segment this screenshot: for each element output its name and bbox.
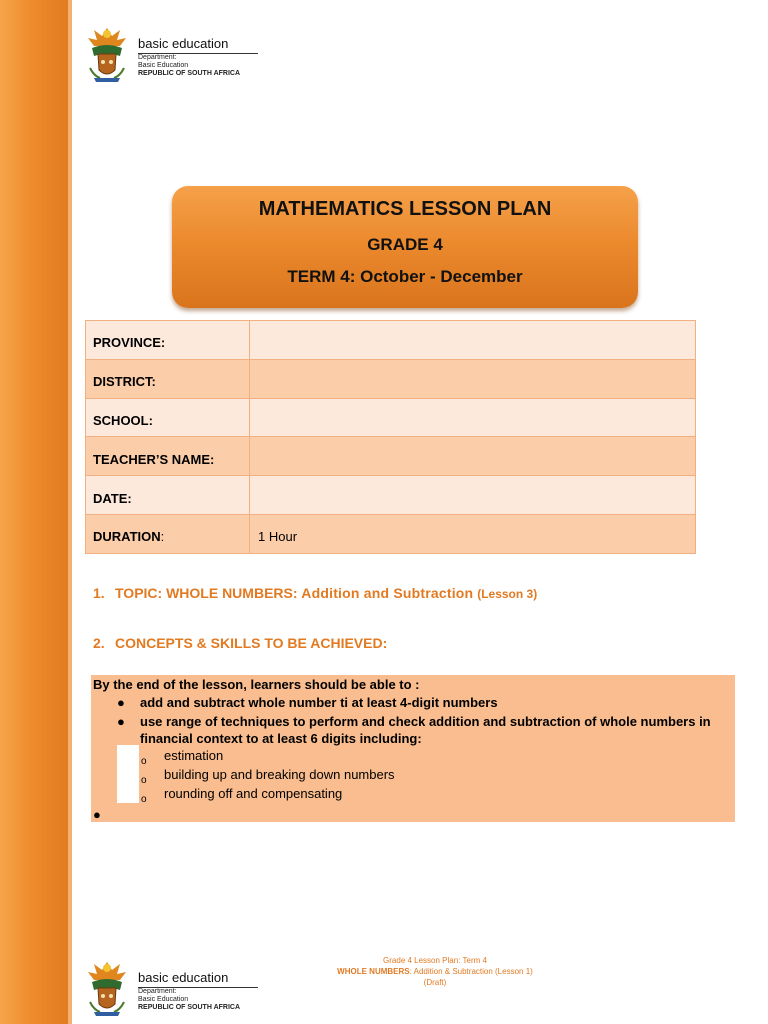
list-item: building up and breaking down numbers (164, 767, 395, 782)
sub-bullet-icon: o (141, 794, 147, 805)
duration-value: 1 Hour (250, 514, 696, 553)
footer-logo (84, 958, 258, 1018)
title-banner (172, 186, 638, 308)
district-value (250, 359, 696, 398)
table-row (86, 437, 696, 476)
logo-line-2: Basic Education (138, 62, 189, 69)
teacher-name-label: TEACHER’S NAME: (86, 437, 250, 476)
footer-line-3: (Draft) (423, 978, 447, 987)
footer-text (300, 955, 570, 988)
date-value (250, 476, 696, 515)
indent-gap (117, 745, 139, 803)
page-title: MATHEMATICS LESSON PLAN (258, 198, 552, 220)
logo-name: basic education (138, 970, 258, 988)
header-logo (84, 24, 258, 84)
side-decoration-bar (0, 0, 72, 1024)
coat-of-arms-icon (84, 24, 130, 84)
logo-line-1: Department: (138, 54, 177, 61)
concepts-block (91, 675, 735, 822)
concepts-heading: 2. CONCEPTS & SKILLS TO BE ACHIEVED: (93, 635, 388, 651)
province-value (250, 321, 696, 360)
logo-line-3: REPUBLIC OF SOUTH AFRICA (138, 70, 241, 77)
bullet-icon: ● (117, 714, 125, 729)
province-label: PROVINCE: (86, 321, 250, 360)
table-row (86, 321, 696, 360)
sub-bullet-icon: o (141, 775, 147, 786)
school-value (250, 398, 696, 437)
lesson-info-table (85, 320, 696, 554)
date-label: DATE: (86, 476, 250, 515)
logo-line-2: Basic Education (138, 996, 189, 1003)
table-row (86, 514, 696, 553)
topic-heading: 1. TOPIC: WHOLE NUMBERS: Addition and Subtraction (Lesson 3) (93, 585, 538, 601)
table-row (86, 476, 696, 515)
duration-label: DURATION: (86, 514, 250, 553)
sub-bullet-icon: o (141, 756, 147, 767)
list-item: use range of techniques to perform and check addition and subtraction of whole numbers in financial context to at least 6 digits including: (140, 714, 711, 746)
logo-line-1: Department: (138, 988, 177, 995)
logo-line-3: REPUBLIC OF SOUTH AFRICA (138, 1004, 241, 1011)
list-item: estimation (164, 748, 224, 763)
concepts-intro: By the end of the lesson, learners should be able to : (93, 677, 420, 692)
bullet-icon: ● (93, 807, 101, 822)
table-row (86, 398, 696, 437)
term-label: TERM 4: October - December (287, 267, 523, 286)
list-item: add and subtract whole number ti at least 4-digit numbers (140, 695, 498, 710)
grade-label: GRADE 4 (367, 235, 443, 254)
footer-line-1: Grade 4 Lesson Plan: Term 4 (383, 956, 487, 965)
district-label: DISTRICT: (86, 359, 250, 398)
coat-of-arms-icon (84, 958, 130, 1018)
teacher-name-value (250, 437, 696, 476)
footer-line-2: WHOLE NUMBERS: Addition & Subtraction (Lesson 1) (337, 967, 533, 976)
logo-name: basic education (138, 36, 258, 54)
list-item: rounding off and compensating (164, 786, 343, 801)
bullet-icon: ● (117, 695, 125, 710)
school-label: SCHOOL: (86, 398, 250, 437)
table-row (86, 359, 696, 398)
